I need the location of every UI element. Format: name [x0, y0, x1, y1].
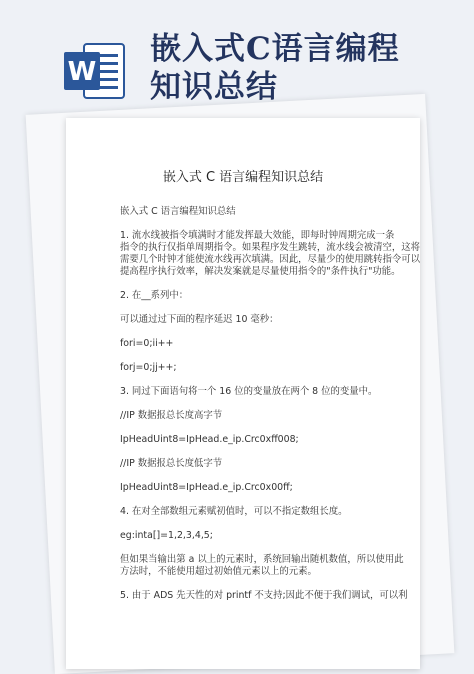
document-paragraph	[120, 434, 410, 446]
paragraph-line: eg:inta[]=1,2,3,4,5;	[120, 530, 213, 541]
banner	[0, 0, 474, 110]
paragraph-line: //IP 数据报总长度低字节	[120, 458, 223, 469]
paragraph-line: //IP 数据报总长度高字节	[120, 410, 223, 421]
paragraph-line: 提高程序执行效率，解决发案就是尽量使用指令的"条件执行"功能。	[120, 266, 401, 277]
word-logo-letter: W	[67, 57, 97, 87]
paragraph-line: 3. 同过下面语句将一个 16 位的变量放在两个 8 位的变量中。	[120, 386, 378, 397]
document-paragraph	[120, 338, 410, 350]
document-paragraph	[120, 314, 410, 326]
paragraph-line: 5. 由于 ADS 先天性的对 printf 不支持;因此不便于我们调试，可以利	[120, 590, 408, 601]
document-paragraph	[120, 290, 410, 302]
document-paragraph	[120, 506, 410, 518]
document-paragraph	[120, 482, 410, 494]
paragraph-line: fori=0;ii++	[120, 338, 174, 349]
paragraph-line: 但如果当输出第 a 以上的元素时，系统回输出随机数值，所以使用此	[120, 554, 404, 565]
paragraph-line: 1. 流水线被指令填满时才能发挥最大效能，即每时钟周期完成一条	[120, 230, 395, 241]
paragraph-line: 需要几个时钟才能使流水线再次填满。因此，尽量少的使用跳转指令可以	[120, 254, 420, 265]
document-paragraph	[120, 458, 410, 470]
document-paragraph	[120, 362, 410, 374]
paragraph-line: 可以通过过下面的程序延迟 10 毫秒：	[120, 314, 279, 325]
word-document-icon	[62, 38, 128, 104]
paragraph-line: 2. 在__系列中：	[120, 290, 189, 301]
document-paragraph	[120, 230, 420, 278]
paragraph-line: 指令的执行仅指单周期指令。如果程序发生跳转，流水线会被清空，这将	[120, 242, 420, 253]
document-paragraph	[120, 530, 410, 542]
document-title: 嵌入式 C 语言编程知识总结	[162, 170, 324, 185]
document-paragraph	[120, 386, 410, 398]
document-paragraph	[120, 590, 410, 602]
paragraph-line: IpHeadUint8=IpHead.e_ip.Crc0xff008;	[120, 434, 299, 445]
document-body	[120, 206, 420, 614]
banner-title-line2: 知识总结	[150, 69, 278, 105]
document-page	[66, 118, 420, 669]
document-paragraph	[120, 410, 410, 422]
paragraph-line: 方法时，不能使用超过初始值元素以上的元素。	[120, 566, 317, 577]
paragraph-line: IpHeadUint8=IpHead.e_ip.Crc0x00ff;	[120, 482, 293, 493]
paragraph-line: 4. 在对全部数组元素赋初值时，可以不指定数组长度。	[120, 506, 348, 517]
document-subtitle: 嵌入式 C 语言编程知识总结	[120, 206, 236, 217]
paragraph-line: forj=0;jj++;	[120, 362, 177, 373]
document-paragraph	[120, 554, 410, 578]
banner-title-line1: 嵌入式C语言编程	[150, 31, 400, 67]
